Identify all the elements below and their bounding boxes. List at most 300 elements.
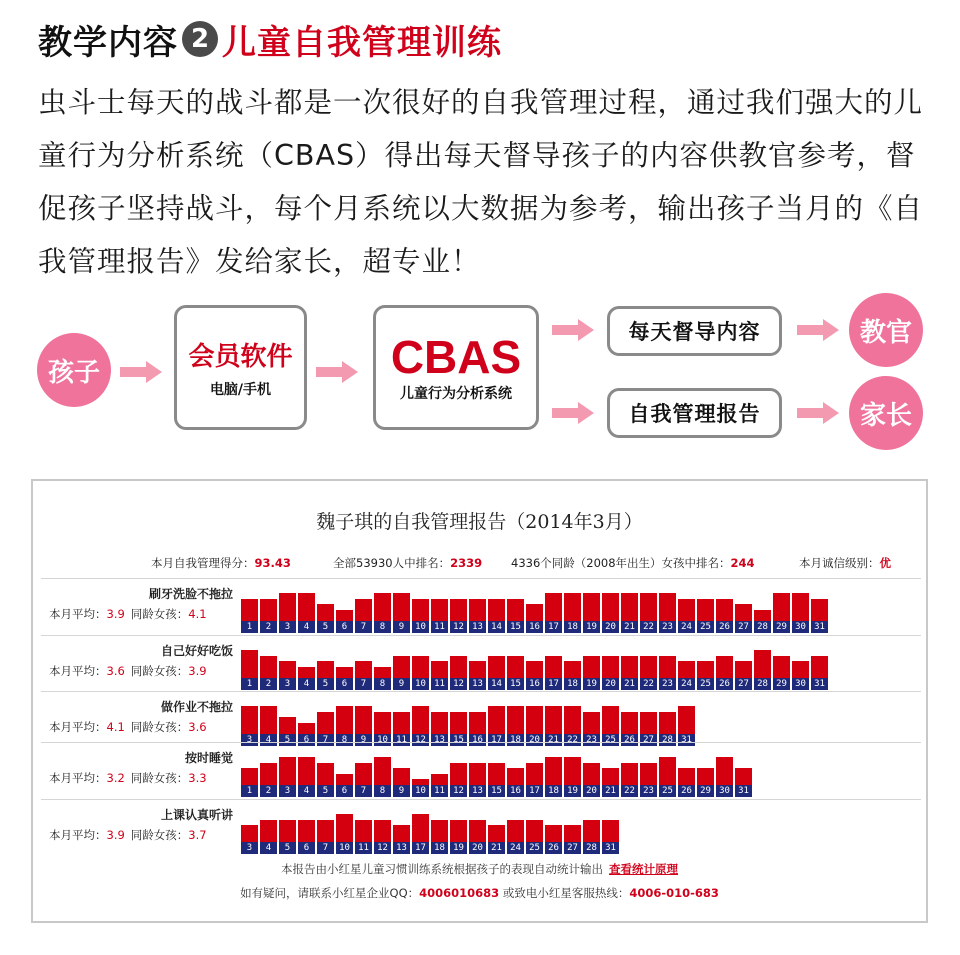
arrow-icon: [797, 402, 841, 424]
day-label: 4: [298, 621, 315, 633]
day-label: 9: [393, 621, 410, 633]
peer-label: 同龄女孩：: [130, 607, 189, 621]
score-bar: [355, 706, 372, 734]
day-label: 6: [336, 678, 353, 690]
day-label: 29: [773, 621, 790, 633]
score-bar: [659, 593, 676, 621]
heading-title: 儿童自我管理训练: [222, 22, 502, 63]
cbas-box: [373, 305, 539, 430]
score-bar: [279, 661, 296, 678]
day-label: 16: [526, 678, 543, 690]
day-label: 12: [450, 678, 467, 690]
day-label: 1: [241, 785, 258, 797]
score-bar: [583, 593, 600, 621]
score-bar: [317, 763, 334, 785]
score-bar: [735, 661, 752, 678]
score-bar: [260, 763, 277, 785]
score-bar: [621, 763, 638, 785]
score-bar: [716, 599, 733, 621]
score-bar: [735, 768, 752, 785]
day-label: 21: [545, 734, 562, 746]
day-label: 3: [241, 734, 258, 746]
score-bar: [374, 593, 391, 621]
score-bar: [545, 706, 562, 734]
arrow-icon: [552, 319, 596, 341]
habit-row: [41, 635, 921, 689]
score-bar: [355, 763, 372, 785]
day-label: 25: [526, 842, 543, 854]
score-bar: [773, 656, 790, 678]
day-label: 27: [640, 734, 657, 746]
honesty-stat: [799, 555, 891, 571]
day-label: 13: [469, 678, 486, 690]
habit-averages: [49, 663, 207, 679]
day-label: 6: [298, 842, 315, 854]
habit-label: 上课认真听讲: [160, 808, 233, 822]
day-label: 22: [621, 785, 638, 797]
score-bar: [393, 768, 410, 785]
score-bar: [811, 656, 828, 678]
intro-paragraph: 虫斗士每天的战斗都是一次很好的自我管理过程，通过我们强大的儿童行为分析系统（CBAS）得出每天督导孩子的内容供教官参考，督促孩子坚持战斗，每个月系统以大数据为参考，输出孩子当月的《自我管理报告》发给家长，超专业！: [38, 86, 924, 278]
day-label: 13: [469, 621, 486, 633]
day-label: 5: [279, 734, 296, 746]
arrow-icon: [120, 361, 164, 383]
day-label: 6: [298, 734, 315, 746]
day-label: 23: [583, 734, 600, 746]
day-label: 21: [621, 678, 638, 690]
score-bar: [507, 820, 524, 842]
day-label: 18: [431, 842, 448, 854]
score-bar: [640, 593, 657, 621]
score-bar: [602, 768, 619, 785]
score-bar: [260, 656, 277, 678]
score-bar: [659, 757, 676, 785]
avg-label: 本月平均：: [49, 828, 107, 842]
day-label: 11: [431, 678, 448, 690]
day-label: 14: [488, 678, 505, 690]
score-bar: [260, 820, 277, 842]
day-label: 12: [450, 785, 467, 797]
score-bar: [241, 768, 258, 785]
score-bar: [241, 599, 258, 621]
day-label: 17: [488, 734, 505, 746]
day-label: 12: [374, 842, 391, 854]
day-label: 17: [526, 785, 543, 797]
score-bar: [260, 599, 277, 621]
peer-label: 同龄女孩：: [130, 771, 189, 785]
day-label: 10: [336, 842, 353, 854]
heading-prefix: 教学内容: [38, 22, 178, 63]
management-report-box: 自我管理报告: [607, 388, 782, 438]
score-bar: [583, 820, 600, 842]
day-label: 25: [659, 785, 676, 797]
score-bar: [431, 820, 448, 842]
rank-all-value: 2339: [450, 556, 483, 570]
score-bar: [564, 706, 581, 734]
day-label: 25: [697, 678, 714, 690]
score-bar: [450, 820, 467, 842]
score-bar: [507, 599, 524, 621]
day-label: 17: [545, 678, 562, 690]
day-label: 5: [317, 621, 334, 633]
peer-label: 同龄女孩：: [130, 664, 189, 678]
score-bar: [583, 763, 600, 785]
score-bar: [469, 820, 486, 842]
arrow-icon: [316, 361, 360, 383]
day-label: 26: [716, 621, 733, 633]
day-label: 20: [526, 734, 543, 746]
avg-value: 3.9: [106, 828, 125, 842]
day-label: 20: [602, 621, 619, 633]
arrow-icon: [552, 402, 596, 424]
day-label: 7: [355, 785, 372, 797]
score-bar: [754, 610, 771, 621]
day-label: 12: [450, 621, 467, 633]
score-bar: [545, 656, 562, 678]
cbas-subtitle: 儿童行为分析系统: [400, 385, 512, 402]
score-bar: [355, 661, 372, 678]
score-bar: [526, 706, 543, 734]
day-label: 22: [564, 734, 581, 746]
parent-circle: 家长: [849, 376, 923, 450]
score-bar: [450, 712, 467, 734]
score-bar: [393, 593, 410, 621]
score-bar: [659, 656, 676, 678]
score-bar: [602, 820, 619, 842]
day-label: 15: [488, 785, 505, 797]
score-bar: [697, 661, 714, 678]
day-label: 3: [279, 621, 296, 633]
day-label: 8: [374, 678, 391, 690]
score-bar: [431, 774, 448, 785]
day-label: 23: [659, 621, 676, 633]
day-label: 19: [583, 621, 600, 633]
habit-averages: [49, 770, 207, 786]
score-bar: [488, 763, 505, 785]
day-label: 4: [298, 678, 315, 690]
day-label: 31: [735, 785, 752, 797]
habit-averages: [49, 606, 207, 622]
rank-peer-stat: [511, 555, 755, 571]
day-label: 5: [317, 785, 334, 797]
score-bar: [716, 757, 733, 785]
score-bar: [431, 712, 448, 734]
day-label: 26: [678, 785, 695, 797]
report-footer: [33, 861, 926, 877]
peer-label: 同龄女孩：: [130, 720, 189, 734]
avg-label: 本月平均：: [49, 664, 107, 678]
day-label: 26: [716, 678, 733, 690]
score-bar: [507, 768, 524, 785]
score-bar: [393, 656, 410, 678]
day-label: 7: [317, 734, 334, 746]
score-bar: [374, 820, 391, 842]
score-bar: [412, 656, 429, 678]
avg-label: 本月平均：: [49, 720, 107, 734]
habit-row: [41, 691, 921, 745]
day-label: 29: [697, 785, 714, 797]
score-label: 本月自我管理得分：: [151, 556, 255, 570]
rank-peer-label: 4336个同龄（2008年出生）女孩中排名：: [511, 556, 731, 570]
day-label: 27: [564, 842, 581, 854]
score-bar: [507, 656, 524, 678]
score-bar: [241, 706, 258, 734]
score-bar: [602, 593, 619, 621]
score-bar: [488, 599, 505, 621]
score-bar: [811, 599, 828, 621]
day-label: 7: [355, 678, 372, 690]
day-label: 6: [336, 621, 353, 633]
contact-qq: 4006010683: [419, 886, 500, 900]
score-bar: [317, 712, 334, 734]
day-label: 9: [393, 785, 410, 797]
day-label: 1: [241, 678, 258, 690]
habit-label: 按时睡觉: [184, 751, 233, 765]
child-circle: 孩子: [37, 333, 111, 407]
day-label: 16: [507, 785, 524, 797]
score-bar: [545, 757, 562, 785]
day-label: 6: [336, 785, 353, 797]
score-bar: [298, 820, 315, 842]
day-label: 2: [260, 785, 277, 797]
day-label: 30: [716, 785, 733, 797]
score-bar: [412, 814, 429, 842]
score-bar: [507, 706, 524, 734]
score-bar: [336, 610, 353, 621]
score-bar: [374, 712, 391, 734]
section-heading: [38, 14, 502, 64]
day-label: 14: [488, 621, 505, 633]
day-label: 2: [260, 678, 277, 690]
day-label: 19: [583, 678, 600, 690]
day-label: 11: [431, 785, 448, 797]
daily-supervision-box: 每天督导内容: [607, 306, 782, 356]
score-bar: [602, 656, 619, 678]
day-label: 10: [412, 621, 429, 633]
score-bar: [773, 593, 790, 621]
day-label: 13: [469, 785, 486, 797]
day-label: 15: [507, 678, 524, 690]
score-bar: [792, 661, 809, 678]
day-label: 17: [545, 621, 562, 633]
score-bar: [526, 763, 543, 785]
avg-value: 3.6: [106, 664, 125, 678]
number-badge: 2: [182, 21, 218, 57]
day-label: 7: [317, 842, 334, 854]
day-label: 18: [507, 734, 524, 746]
score-bar: [317, 661, 334, 678]
score-bar: [374, 757, 391, 785]
score-bar: [336, 814, 353, 842]
day-label: 15: [450, 734, 467, 746]
day-label: 30: [792, 678, 809, 690]
day-label: 13: [431, 734, 448, 746]
avg-value: 3.2: [106, 771, 125, 785]
contact-mid: 或致电小红星客服热线：: [502, 886, 630, 900]
habit-row: [41, 799, 921, 853]
score-bar: [583, 656, 600, 678]
score-bar: [450, 656, 467, 678]
day-label: 11: [393, 734, 410, 746]
day-label: 18: [564, 678, 581, 690]
day-label: 18: [564, 621, 581, 633]
score-value: 93.43: [254, 556, 291, 570]
stats-principle-link[interactable]: 查看统计原理: [609, 862, 678, 876]
score-bar: [621, 656, 638, 678]
score-bar: [412, 599, 429, 621]
score-bar: [488, 825, 505, 842]
score-bar: [697, 768, 714, 785]
honesty-value: 优: [879, 556, 891, 570]
score-bar: [640, 656, 657, 678]
rank-peer-value: 244: [730, 556, 755, 570]
day-label: 22: [640, 678, 657, 690]
contact-phone: 4006-010-683: [629, 886, 719, 900]
day-label: 11: [355, 842, 372, 854]
day-label: 15: [507, 621, 524, 633]
score-bar: [640, 763, 657, 785]
score-bar: [393, 825, 410, 842]
score-bar: [279, 717, 296, 734]
day-label: 9: [355, 734, 372, 746]
score-bar: [298, 757, 315, 785]
score-bar: [355, 820, 372, 842]
day-label: 24: [507, 842, 524, 854]
day-label: 8: [336, 734, 353, 746]
day-label: 24: [678, 678, 695, 690]
score-bar: [336, 667, 353, 678]
day-label: 4: [260, 734, 277, 746]
peer-value: 4.1: [188, 607, 207, 621]
day-label: 3: [279, 678, 296, 690]
day-label: 12: [412, 734, 429, 746]
arrow-icon: [797, 319, 841, 341]
software-title: 会员软件: [188, 342, 293, 372]
day-label: 7: [355, 621, 372, 633]
avg-label: 本月平均：: [49, 607, 107, 621]
day-label: 23: [659, 678, 676, 690]
score-bar: [583, 712, 600, 734]
rank-all-label: 全部53930人中排名：: [333, 556, 451, 570]
score-bar: [792, 593, 809, 621]
habit-label: 刷牙洗脸不拖拉: [148, 587, 233, 601]
score-bar: [678, 599, 695, 621]
day-label: 29: [773, 678, 790, 690]
score-bar: [317, 604, 334, 621]
day-label: 21: [488, 842, 505, 854]
score-bar: [526, 661, 543, 678]
day-label: 10: [412, 678, 429, 690]
habit-row: [41, 578, 921, 632]
score-bar: [298, 723, 315, 734]
score-bar: [678, 706, 695, 734]
day-label: 3: [279, 785, 296, 797]
avg-value: 4.1: [106, 720, 125, 734]
score-bar: [279, 593, 296, 621]
cbas-title: CBAS: [390, 330, 522, 383]
score-bar: [697, 599, 714, 621]
score-bar: [621, 593, 638, 621]
score-bar: [336, 706, 353, 734]
day-label: 11: [431, 621, 448, 633]
score-bar: [279, 757, 296, 785]
day-label: 28: [754, 621, 771, 633]
score-bar: [279, 820, 296, 842]
score-bar: [241, 650, 258, 678]
contact-text: 如有疑问，请联系小红星企业QQ：: [240, 886, 420, 900]
score-bar: [355, 599, 372, 621]
day-label: 8: [374, 621, 391, 633]
score-bar: [469, 712, 486, 734]
score-bar: [450, 763, 467, 785]
score-bar: [260, 706, 277, 734]
day-label: 23: [640, 785, 657, 797]
score-bar: [621, 712, 638, 734]
habit-row: [41, 742, 921, 796]
day-label: 18: [545, 785, 562, 797]
instructor-circle: 教官: [849, 293, 923, 367]
day-label: 13: [393, 842, 410, 854]
flow-diagram: [0, 290, 960, 460]
score-bar: [640, 712, 657, 734]
score-bar: [564, 825, 581, 842]
score-bar: [678, 661, 695, 678]
contact-line: [33, 885, 926, 901]
day-label: 31: [602, 842, 619, 854]
day-label: 16: [469, 734, 486, 746]
day-label: 19: [450, 842, 467, 854]
score-bar: [488, 656, 505, 678]
score-bar: [659, 712, 676, 734]
habit-averages: [49, 827, 207, 843]
day-label: 26: [545, 842, 562, 854]
day-label: 20: [583, 785, 600, 797]
habit-label: 自己好好吃饭: [160, 644, 233, 658]
day-label: 16: [526, 621, 543, 633]
score-bar: [241, 825, 258, 842]
day-label: 20: [469, 842, 486, 854]
day-label: 5: [279, 842, 296, 854]
day-label: 2: [260, 621, 277, 633]
habit-averages: [49, 719, 207, 735]
score-bar: [431, 599, 448, 621]
day-label: 25: [697, 621, 714, 633]
score-bar: [488, 706, 505, 734]
peer-value: 3.6: [188, 720, 207, 734]
avg-value: 3.9: [106, 607, 125, 621]
footer-text: 本报告由小红星儿童习惯训练系统根据孩子的表现自动统计输出: [281, 862, 603, 876]
day-label: 9: [393, 678, 410, 690]
day-label: 19: [564, 785, 581, 797]
day-label: 26: [621, 734, 638, 746]
day-label: 22: [640, 621, 657, 633]
habit-label: 做作业不拖拉: [160, 700, 233, 714]
score-bar: [317, 820, 334, 842]
day-label: 28: [583, 842, 600, 854]
day-label: 30: [792, 621, 809, 633]
peer-value: 3.9: [188, 664, 207, 678]
score-bar: [298, 593, 315, 621]
day-label: 24: [678, 621, 695, 633]
day-label: 25: [602, 734, 619, 746]
score-bar: [716, 656, 733, 678]
score-bar: [336, 774, 353, 785]
score-bar: [602, 706, 619, 734]
score-bar: [374, 667, 391, 678]
score-bar: [735, 604, 752, 621]
honesty-label: 本月诚信级别：: [799, 556, 880, 570]
score-bar: [564, 661, 581, 678]
